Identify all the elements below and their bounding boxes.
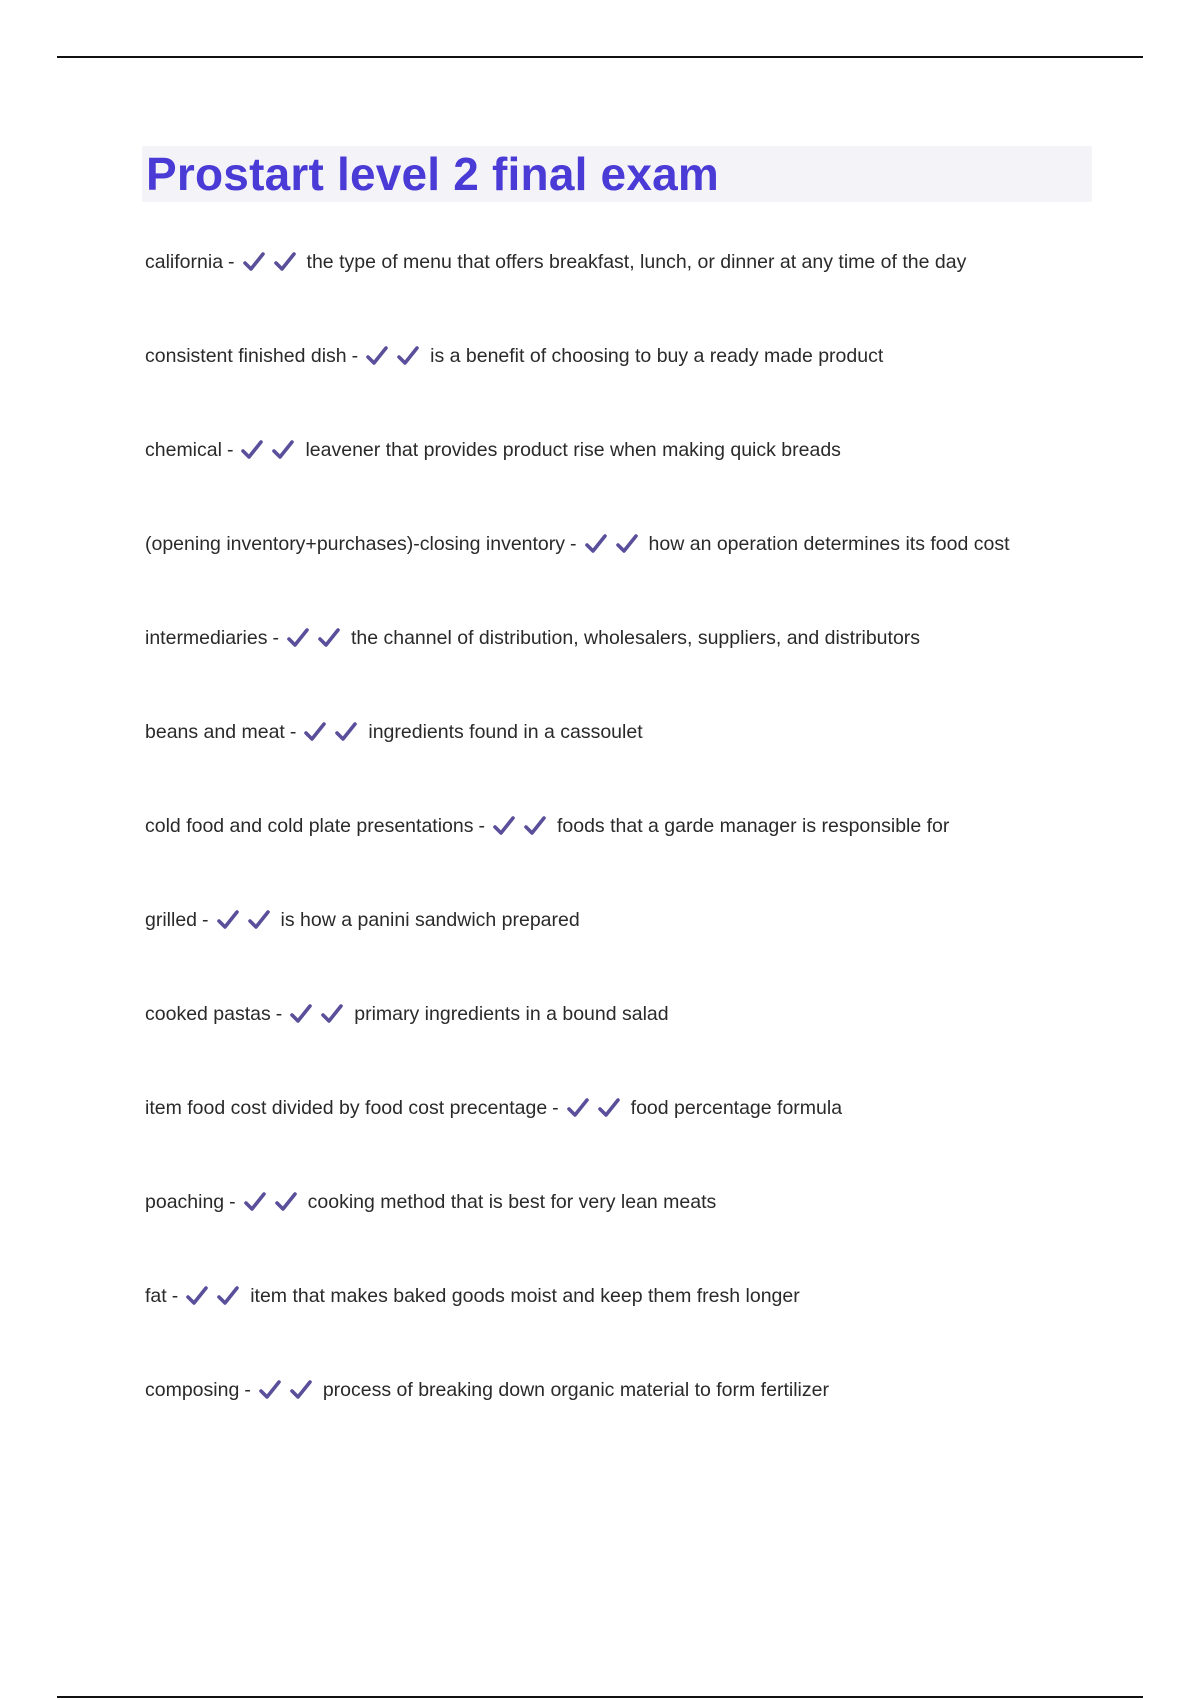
- check-pair: [583, 526, 645, 562]
- qa-term: item food cost divided by food cost precentage: [145, 1097, 548, 1119]
- qa-term: (opening inventory+purchases)-closing inventory: [145, 533, 566, 555]
- qa-item: [145, 714, 1105, 808]
- qa-definition: how an operation determines its food cost: [648, 533, 1010, 555]
- checkmark-icon: [288, 1002, 314, 1026]
- checkmark-icon: [316, 626, 342, 650]
- qa-item: [145, 1184, 1105, 1278]
- check-pair: [302, 714, 364, 750]
- checkmark-icon: [184, 1284, 210, 1308]
- checkmark-icon: [241, 250, 267, 274]
- bottom-rule: [57, 1696, 1143, 1698]
- qa-separator: -: [275, 1003, 283, 1025]
- check-pair: [288, 996, 350, 1032]
- qa-separator: -: [272, 627, 279, 649]
- qa-separator: -: [228, 251, 235, 273]
- check-pair: [491, 808, 553, 844]
- qa-definition: process of breaking down organic material to form fertilizer: [322, 1379, 829, 1401]
- checkmark-icon: [272, 250, 298, 274]
- checkmark-icon: [239, 438, 265, 462]
- qa-separator: -: [289, 721, 297, 743]
- qa-item: [145, 996, 1105, 1090]
- qa-item: [145, 244, 1105, 338]
- qa-separator: -: [226, 439, 234, 461]
- checkmark-icon: [242, 1190, 268, 1214]
- qa-item: [145, 526, 1105, 620]
- checkmark-icon: [285, 626, 311, 650]
- top-rule: [57, 56, 1143, 58]
- checkmark-icon: [583, 532, 609, 556]
- checkmark-icon: [302, 720, 328, 744]
- qa-definition: food percentage formula: [630, 1097, 843, 1119]
- checkmark-icon: [395, 344, 421, 368]
- qa-separator: -: [244, 1379, 251, 1401]
- qa-definition: leavener that provides product rise when making quick breads: [305, 439, 841, 461]
- checkmark-icon: [522, 814, 548, 838]
- checkmark-icon: [288, 1378, 314, 1402]
- checkmark-icon: [364, 344, 390, 368]
- qa-term: chemical: [145, 439, 222, 461]
- qa-definition: the channel of distribution, wholesalers, suppliers, and distributors: [350, 627, 921, 649]
- check-pair: [364, 338, 426, 374]
- qa-term: poaching: [145, 1191, 225, 1213]
- page-title: Prostart level 2 final exam: [146, 148, 720, 200]
- qa-definition: item that makes baked goods moist and keep them fresh longer: [250, 1285, 800, 1307]
- checkmark-icon: [215, 908, 241, 932]
- checkmark-icon: [491, 814, 517, 838]
- qa-definition: cooking method that is best for very lean meats: [307, 1191, 717, 1213]
- qa-definition: is how a panini sandwich prepared: [280, 909, 580, 931]
- qa-item: [145, 432, 1105, 526]
- qa-term: fat: [145, 1285, 167, 1307]
- checkmark-icon: [273, 1190, 299, 1214]
- check-pair: [242, 1184, 304, 1220]
- checkmark-icon: [270, 438, 296, 462]
- checkmark-icon: [614, 532, 640, 556]
- qa-term: california: [145, 251, 224, 273]
- checkmark-icon: [257, 1378, 283, 1402]
- checkmark-icon: [215, 1284, 241, 1308]
- qa-definition: the type of menu that offers breakfast, lunch, or dinner at any time of the day: [306, 251, 967, 273]
- qa-term: cooked pastas: [145, 1003, 271, 1025]
- qa-separator: -: [552, 1097, 559, 1119]
- qa-item: [145, 1090, 1105, 1184]
- qa-item: [145, 338, 1105, 432]
- qa-separator: -: [229, 1191, 236, 1213]
- check-pair: [184, 1278, 246, 1314]
- checkmark-icon: [596, 1096, 622, 1120]
- qa-separator: -: [351, 345, 359, 367]
- check-pair: [215, 902, 277, 938]
- qa-term: intermediaries: [145, 627, 268, 649]
- check-pair: [241, 244, 303, 280]
- qa-item: [145, 1278, 1105, 1372]
- checkmark-icon: [565, 1096, 591, 1120]
- check-pair: [565, 1090, 627, 1126]
- qa-term: beans and meat: [145, 721, 285, 743]
- qa-separator: -: [171, 1285, 179, 1307]
- qa-term: cold food and cold plate presentations: [145, 815, 474, 837]
- check-pair: [257, 1372, 319, 1408]
- checkmark-icon: [333, 720, 359, 744]
- check-pair: [285, 620, 347, 656]
- qa-definition: primary ingredients in a bound salad: [354, 1003, 669, 1025]
- qa-separator: -: [570, 533, 577, 555]
- qa-term: consistent finished dish: [145, 345, 347, 367]
- check-pair: [239, 432, 301, 468]
- qa-item: [145, 620, 1105, 714]
- qa-item: [145, 808, 1105, 902]
- checkmark-icon: [246, 908, 272, 932]
- qa-definition: foods that a garde manager is responsible for: [556, 815, 950, 837]
- checkmark-icon: [319, 1002, 345, 1026]
- qa-term: grilled: [145, 909, 198, 931]
- qa-item: [145, 1372, 1105, 1466]
- qa-term: composing: [145, 1379, 240, 1401]
- qa-separator: -: [478, 815, 485, 837]
- qa-separator: -: [202, 909, 209, 931]
- qa-list: [145, 244, 1105, 1466]
- qa-definition: ingredients found in a cassoulet: [368, 721, 643, 743]
- qa-definition: is a benefit of choosing to buy a ready made product: [430, 345, 884, 367]
- qa-item: [145, 902, 1105, 996]
